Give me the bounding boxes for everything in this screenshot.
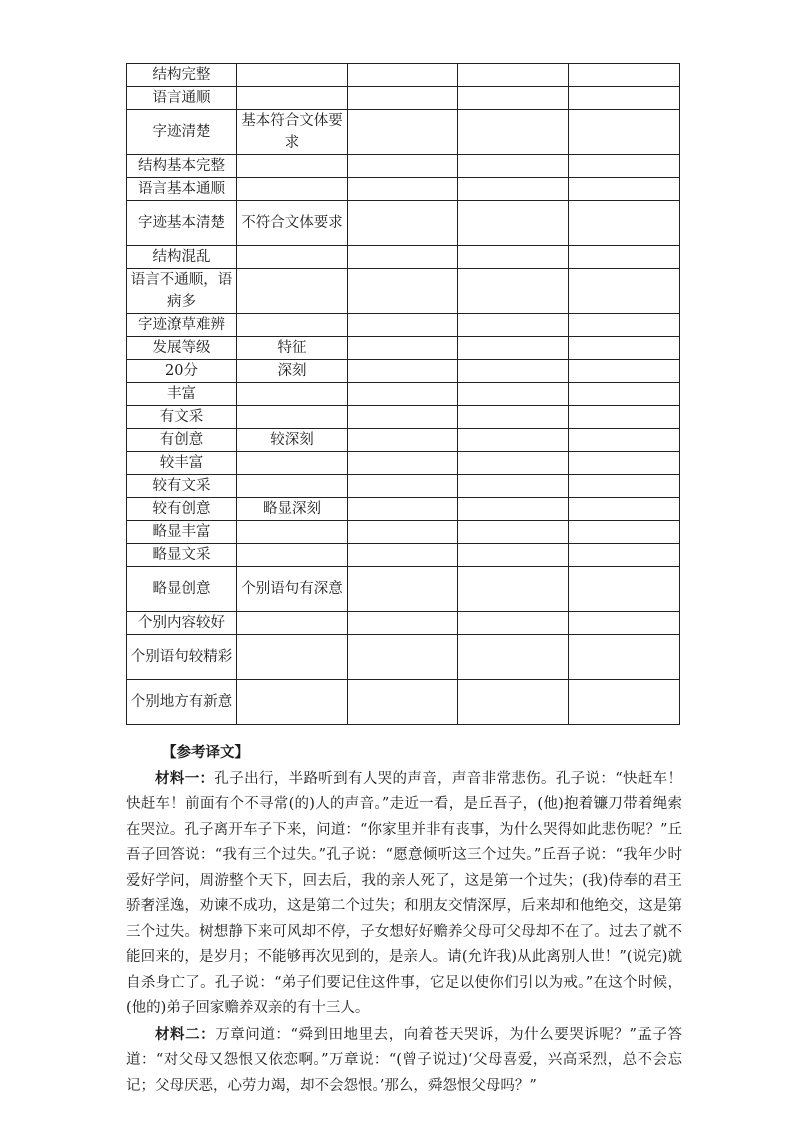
empty-cell xyxy=(458,314,569,337)
material-one-text: 孔子出行，半路听到有人哭的声音，声音非常悲伤。孔子说：“快赶车！快赶车！前面有个不寻常(的)人的声音。”走近一看，是丘吾子，(他)抱着镰刀带着绳索在哭泣。孔子离开车子下来，问道：“你家里并非有丧事，为什么哭得如此悲伤呢？”丘吾子回答说：“我有三个过失。”孔子说：“愿意倾听这三个过失。”丘吾子说：“我年少时爱好学问，周游整个天下，回去后，我的亲人死了，这是第一个过失；(我)侍奉的君王骄奢淫逸，劝谏不成功，这是第二个过失；和朋友交情深厚，后来却和他绝交，这是第三个过失。树想静下来可风却不停，子女想好好赡养父母可父母却不在了。过去了就不能回来的，是岁月；不能够再次见到的，是亲人。请(允许我)从此离别人世！”(说完)就自杀身亡了。孔子说：“弟子们要记住这件事，它足以使你们引以为戒。”在这个时候，(他的)弟子回家赡养双亲的有十三人。 xyxy=(126,770,682,1016)
feature-cell: 基本符合文体要求 xyxy=(237,110,348,155)
empty-cell xyxy=(348,155,458,178)
empty-cell xyxy=(569,475,680,498)
empty-cell xyxy=(458,680,569,725)
feature-cell: 深刻 xyxy=(237,360,348,383)
criteria-cell: 丰富 xyxy=(127,383,237,406)
empty-cell xyxy=(569,612,680,635)
empty-cell xyxy=(458,429,569,452)
empty-cell xyxy=(569,635,680,680)
empty-cell xyxy=(348,429,458,452)
empty-cell xyxy=(458,110,569,155)
table-row xyxy=(127,360,680,383)
empty-cell xyxy=(458,87,569,110)
table-row xyxy=(127,452,680,475)
feature-cell xyxy=(237,612,348,635)
feature-cell xyxy=(237,64,348,87)
empty-cell xyxy=(458,201,569,246)
empty-cell xyxy=(348,360,458,383)
material-two-paragraph xyxy=(126,1022,682,1100)
table-row xyxy=(127,521,680,544)
feature-cell xyxy=(237,383,348,406)
criteria-cell: 20分 xyxy=(127,360,237,383)
table-row xyxy=(127,383,680,406)
empty-cell xyxy=(569,155,680,178)
feature-cell: 略显深刻 xyxy=(237,498,348,521)
empty-cell xyxy=(458,612,569,635)
empty-cell xyxy=(458,155,569,178)
table-row xyxy=(127,406,680,429)
empty-cell xyxy=(458,475,569,498)
empty-cell xyxy=(458,544,569,567)
empty-cell xyxy=(569,337,680,360)
criteria-cell: 略显丰富 xyxy=(127,521,237,544)
feature-cell: 特征 xyxy=(237,337,348,360)
empty-cell xyxy=(348,383,458,406)
table-row xyxy=(127,178,680,201)
empty-cell xyxy=(458,269,569,314)
translation-heading: 【参考译文】 xyxy=(162,744,249,761)
feature-cell: 个别语句有深意 xyxy=(237,567,348,612)
grading-table-body xyxy=(127,64,680,725)
table-row xyxy=(127,429,680,452)
feature-cell xyxy=(237,544,348,567)
empty-cell xyxy=(348,246,458,269)
empty-cell xyxy=(348,110,458,155)
table-row xyxy=(127,314,680,337)
criteria-cell: 语言基本通顺 xyxy=(127,178,237,201)
criteria-cell: 字迹基本清楚 xyxy=(127,201,237,246)
table-row xyxy=(127,269,680,314)
empty-cell xyxy=(348,201,458,246)
empty-cell xyxy=(569,246,680,269)
feature-cell xyxy=(237,406,348,429)
criteria-cell: 字迹清楚 xyxy=(127,110,237,155)
material-two-text: 万章问道：“舜到田地里去，向着苍天哭诉，为什么要哭诉呢？”孟子答道：“对父母又怨恨又依恋啊。”万章说：“(曾子说过)‘父母喜爱，兴高采烈，总不会忘记；父母厌恶，心劳力竭，却不会怨恨。’那么，舜怨恨父母吗？” xyxy=(126,1026,683,1094)
empty-cell xyxy=(569,544,680,567)
empty-cell xyxy=(348,680,458,725)
empty-cell xyxy=(458,635,569,680)
empty-cell xyxy=(348,544,458,567)
material-one-paragraph xyxy=(126,766,682,1022)
feature-cell xyxy=(237,246,348,269)
empty-cell xyxy=(458,452,569,475)
empty-cell xyxy=(458,246,569,269)
empty-cell xyxy=(569,383,680,406)
table-row xyxy=(127,475,680,498)
table-row xyxy=(127,337,680,360)
empty-cell xyxy=(569,64,680,87)
empty-cell xyxy=(569,110,680,155)
criteria-cell: 有创意 xyxy=(127,429,237,452)
criteria-cell: 字迹潦草难辨 xyxy=(127,314,237,337)
empty-cell xyxy=(348,635,458,680)
empty-cell xyxy=(458,64,569,87)
feature-cell xyxy=(237,680,348,725)
empty-cell xyxy=(569,269,680,314)
empty-cell xyxy=(348,475,458,498)
feature-cell xyxy=(237,178,348,201)
criteria-cell: 个别语句较精彩 xyxy=(127,635,237,680)
empty-cell xyxy=(458,383,569,406)
empty-cell xyxy=(569,87,680,110)
grading-table xyxy=(126,63,680,725)
criteria-cell: 略显创意 xyxy=(127,567,237,612)
feature-cell xyxy=(237,87,348,110)
criteria-cell: 较有创意 xyxy=(127,498,237,521)
table-row xyxy=(127,680,680,725)
empty-cell xyxy=(458,521,569,544)
criteria-cell: 结构混乱 xyxy=(127,246,237,269)
empty-cell xyxy=(348,178,458,201)
empty-cell xyxy=(348,498,458,521)
table-row xyxy=(127,544,680,567)
feature-cell: 较深刻 xyxy=(237,429,348,452)
feature-cell xyxy=(237,475,348,498)
table-row xyxy=(127,155,680,178)
criteria-cell: 较有文采 xyxy=(127,475,237,498)
empty-cell xyxy=(348,452,458,475)
material-one-label: 材料一： xyxy=(155,769,215,787)
reference-translation xyxy=(126,740,682,1099)
criteria-cell: 略显文采 xyxy=(127,544,237,567)
table-row xyxy=(127,201,680,246)
table-row xyxy=(127,246,680,269)
criteria-cell: 结构基本完整 xyxy=(127,155,237,178)
empty-cell xyxy=(458,567,569,612)
empty-cell xyxy=(569,314,680,337)
feature-cell xyxy=(237,635,348,680)
empty-cell xyxy=(458,406,569,429)
criteria-cell: 语言通顺 xyxy=(127,87,237,110)
empty-cell xyxy=(458,360,569,383)
empty-cell xyxy=(569,567,680,612)
empty-cell xyxy=(569,452,680,475)
empty-cell xyxy=(348,612,458,635)
empty-cell xyxy=(348,64,458,87)
empty-cell xyxy=(458,337,569,360)
empty-cell xyxy=(458,498,569,521)
empty-cell xyxy=(348,269,458,314)
empty-cell xyxy=(458,178,569,201)
criteria-cell: 发展等级 xyxy=(127,337,237,360)
empty-cell xyxy=(348,314,458,337)
table-row xyxy=(127,498,680,521)
empty-cell xyxy=(569,178,680,201)
empty-cell xyxy=(569,406,680,429)
empty-cell xyxy=(348,337,458,360)
empty-cell xyxy=(569,201,680,246)
criteria-cell: 较丰富 xyxy=(127,452,237,475)
table-row xyxy=(127,110,680,155)
criteria-cell: 个别地方有新意 xyxy=(127,680,237,725)
criteria-cell: 结构完整 xyxy=(127,64,237,87)
criteria-cell: 语言不通顺，语病多 xyxy=(127,269,237,314)
table-row xyxy=(127,567,680,612)
criteria-cell: 个别内容较好 xyxy=(127,612,237,635)
feature-cell xyxy=(237,269,348,314)
criteria-cell: 有文采 xyxy=(127,406,237,429)
empty-cell xyxy=(569,521,680,544)
feature-cell xyxy=(237,452,348,475)
empty-cell xyxy=(348,406,458,429)
table-row xyxy=(127,87,680,110)
empty-cell xyxy=(569,360,680,383)
empty-cell xyxy=(569,498,680,521)
table-row xyxy=(127,635,680,680)
empty-cell xyxy=(348,521,458,544)
empty-cell xyxy=(569,429,680,452)
feature-cell xyxy=(237,155,348,178)
table-row xyxy=(127,612,680,635)
material-two-label: 材料二： xyxy=(155,1025,216,1043)
empty-cell xyxy=(348,87,458,110)
table-row xyxy=(127,64,680,87)
feature-cell: 不符合文体要求 xyxy=(237,201,348,246)
feature-cell xyxy=(237,521,348,544)
empty-cell xyxy=(569,680,680,725)
empty-cell xyxy=(348,567,458,612)
feature-cell xyxy=(237,314,348,337)
